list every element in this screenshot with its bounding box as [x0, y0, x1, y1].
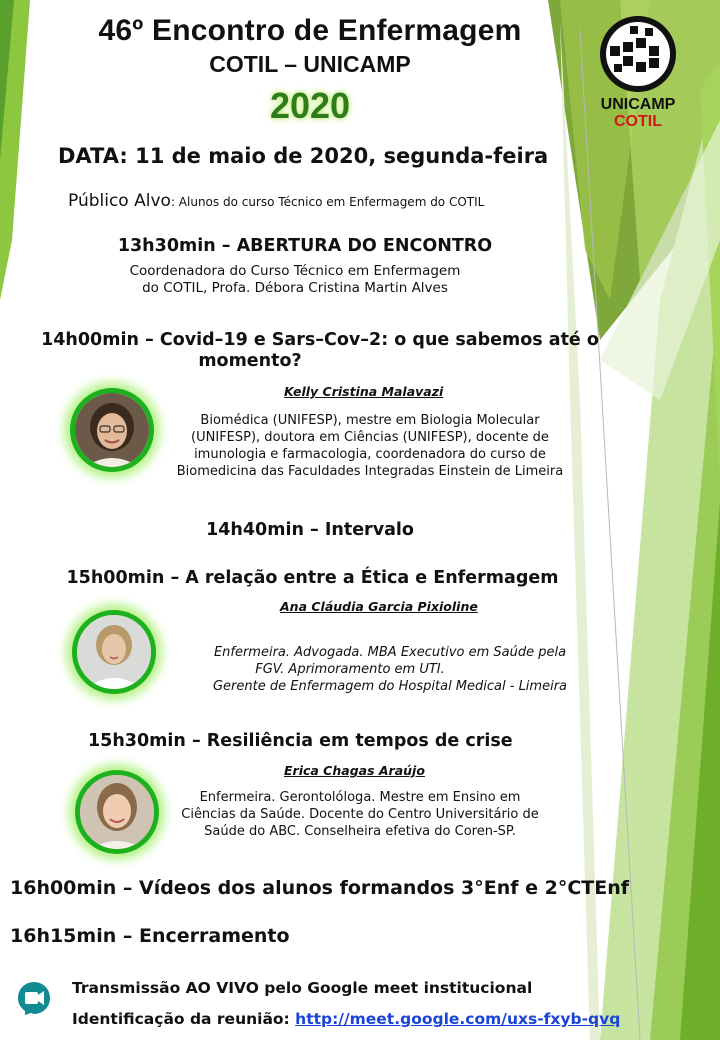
speaker-bio-ana [180, 644, 600, 695]
unicamp-cotil-logo [588, 12, 688, 137]
speaker-bio-kelly [150, 412, 590, 480]
session-break-title: 14h40min – Intervalo [206, 520, 414, 540]
target-audience [68, 191, 628, 211]
speaker-photo-erica [75, 770, 159, 854]
speaker-name-kelly: Kelly Cristina Malavazi [284, 384, 444, 399]
meet-link[interactable]: http://meet.google.com/uxs-fxyb-qvq [295, 1010, 621, 1028]
opening-line-1: Coordenadora do Curso Técnico em Enfermagem [129, 263, 461, 279]
erica-bio-line-2: Ciências da Saúde. Docente do Centro Universitário de [181, 807, 539, 822]
opening-line-2: do COTIL, Profa. Débora Cristina Martin Alves [142, 280, 448, 296]
videos-time: 16h00min – [10, 877, 139, 899]
logo-text-cotil: COTIL [614, 113, 662, 130]
speaker-name-ana: Ana Cláudia Garcia Pixioline [280, 599, 478, 614]
audience-text: : Alunos do curso Técnico em Enfermagem do COTIL [170, 195, 485, 209]
audience-label: Público Alvo [68, 191, 171, 211]
avatar-icon [80, 775, 154, 849]
closing-title: Encerramento [138, 925, 290, 947]
covid-title-line-1: 14h00min – Covid–19 e Sars–Cov–2: o que sabemos até o [41, 330, 599, 350]
kelly-bio-line-3: imunologia e farmacologia, coordenadora do curso de [194, 447, 546, 462]
covid-title-line-2: momento? [198, 351, 302, 371]
meeting-id-line [72, 1010, 672, 1028]
session-resilience-title: 15h30min – Resiliência em tempos de crise [88, 731, 513, 751]
meeting-id-label: Identificação da reunião: [72, 1010, 296, 1028]
erica-bio-line-3: Saúde do ABC. Conselheira efetiva do Coren-SP. [204, 824, 516, 839]
ana-bio-line-1: Enfermeira. Advogada. MBA Executivo em Saúde pela [213, 645, 567, 660]
unicamp-logo-icon [590, 12, 686, 96]
session-closing [10, 925, 510, 947]
ana-bio-line-2: FGV. Aprimoramento em UTI. [255, 662, 445, 677]
session-ethics-title: 15h00min – A relação entre a Ética e Enfermagem [66, 568, 559, 588]
avatar-icon [75, 393, 149, 467]
kelly-bio-line-4: Biomedicina das Faculdades Integradas Einstein de Limeira [176, 464, 564, 479]
transmission-text: Transmissão AO VIVO pelo Google meet institucional [72, 979, 533, 997]
event-year: 2020 [269, 85, 351, 126]
speaker-bio-erica [150, 789, 570, 840]
event-date: DATA: 11 de maio de 2020, segunda-feira [58, 144, 549, 168]
closing-time: 16h15min – [10, 925, 139, 947]
google-meet-icon [16, 980, 52, 1016]
speaker-name-erica: Erica Chagas Araújo [284, 763, 425, 778]
event-subtitle: COTIL – UNICAMP [209, 51, 411, 77]
event-title: 46º Encontro de Enfermagem [98, 14, 522, 47]
session-opening-description [40, 263, 550, 297]
kelly-bio-line-1: Biomédica (UNIFESP), mestre em Biologia Molecular [200, 413, 540, 428]
session-covid-title [40, 330, 600, 372]
speaker-photo-kelly [70, 388, 154, 472]
ana-bio-line-3: Gerente de Enfermagem do Hospital Medical - Limeira [212, 679, 568, 694]
erica-bio-line-1: Enfermeira. Gerontolóloga. Mestre em Ensino em [199, 790, 521, 805]
kelly-bio-line-2: (UNIFESP), doutora em Ciências (UNIFESP), docente de [191, 430, 549, 445]
speaker-photo-ana [72, 610, 156, 694]
logo-text-unicamp: UNICAMP [600, 96, 676, 113]
session-videos [10, 877, 700, 899]
videos-title: Vídeos dos alunos formandos 3°Enf e 2°CTEnf [138, 877, 630, 899]
session-opening-title: 13h30min – ABERTURA DO ENCONTRO [117, 236, 493, 256]
